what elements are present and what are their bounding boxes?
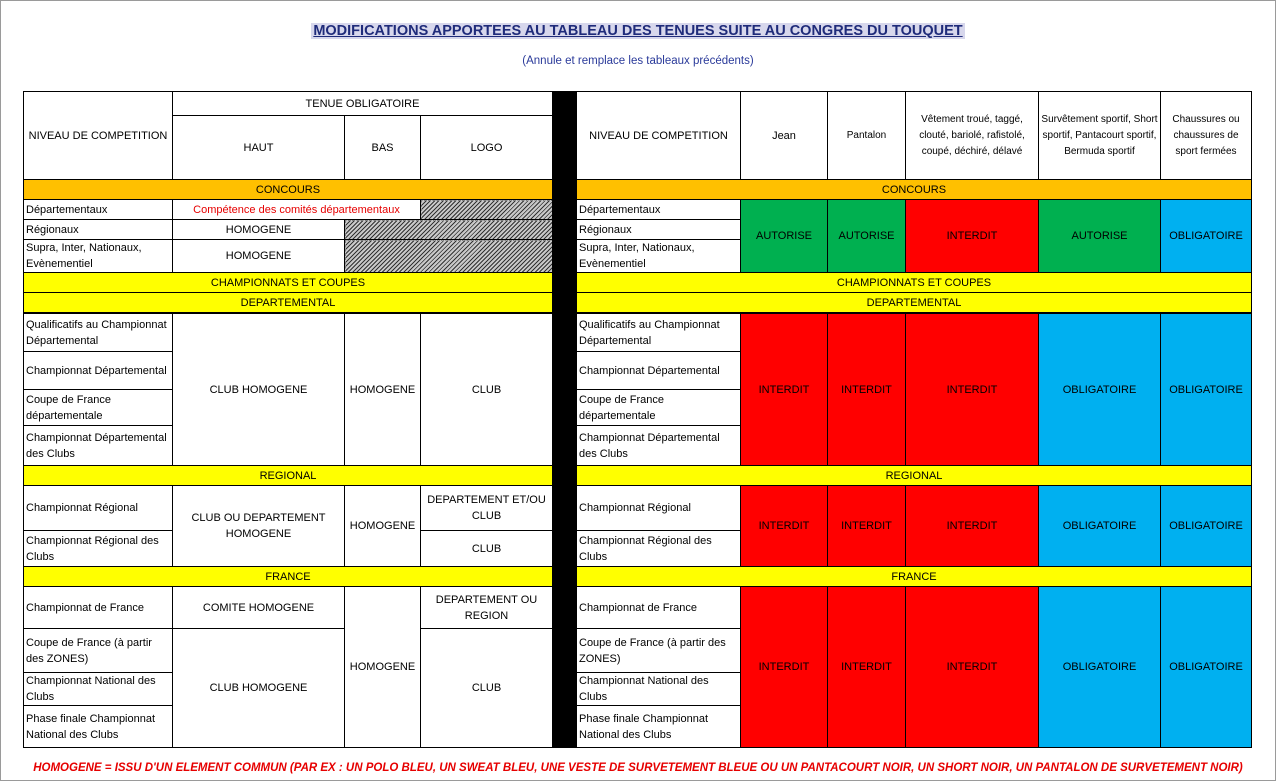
- band-france-right: FRANCE: [577, 567, 1252, 587]
- fr-haut-1: COMITE HOMOGENE: [173, 587, 345, 629]
- reg-row-2-right: Championnat Régional des Clubs: [577, 531, 741, 567]
- fr-haut-2: CLUB HOMOGENE: [173, 629, 345, 748]
- reg-chaussures-status: OBLIGATOIRE: [1161, 486, 1252, 567]
- concours-pantalon-status: AUTORISE: [828, 200, 906, 273]
- fr-row-3-right: Championnat National des Clubs: [577, 673, 741, 706]
- header-tenue-obligatoire: TENUE OBLIGATOIRE: [173, 92, 553, 116]
- reg-haut: CLUB OU DEPARTEMENT HOMOGENE: [173, 486, 345, 567]
- header-chaussures: Chaussures ou chaussures de sport fermées: [1161, 92, 1252, 180]
- band-regional-right: REGIONAL: [577, 466, 1252, 486]
- header-logo: LOGO: [421, 116, 553, 180]
- header-pantalon: Pantalon: [828, 92, 906, 180]
- dep-row-2: Championnat Départemental: [24, 352, 173, 390]
- separator-bar: [553, 486, 577, 567]
- fr-vetement-status: INTERDIT: [906, 587, 1039, 748]
- separator-bar: [553, 314, 577, 466]
- row-departementaux-right: Départementaux: [577, 200, 741, 220]
- row-regionaux: Régionaux: [24, 220, 173, 240]
- row-supra: Supra, Inter, Nationaux, Evènementiel: [24, 240, 173, 273]
- header-jean: Jean: [741, 92, 828, 180]
- reg-survetement-status: OBLIGATOIRE: [1039, 486, 1161, 567]
- fr-row-4: Phase finale Championnat National des Clubs: [24, 706, 173, 748]
- dep-row-2-right: Championnat Départemental: [577, 352, 741, 390]
- band-regional-left: REGIONAL: [24, 466, 553, 486]
- dep-pantalon-status: INTERDIT: [828, 314, 906, 466]
- dep-survetement-status: OBLIGATOIRE: [1039, 314, 1161, 466]
- supra-haut: HOMOGENE: [173, 240, 345, 273]
- fr-row-1-right: Championnat de France: [577, 587, 741, 629]
- page-title: [0, 22, 1276, 40]
- row-regionaux-right: Régionaux: [577, 220, 741, 240]
- dep-row-3-right: Coupe de France départementale: [577, 390, 741, 426]
- hatched-cell: [345, 240, 553, 273]
- header-niveau-left: NIVEAU DE COMPETITION: [24, 92, 173, 180]
- dep-logo: CLUB: [421, 314, 553, 466]
- band-championnats-left: CHAMPIONNATS ET COUPES: [24, 273, 553, 293]
- fr-survetement-status: OBLIGATOIRE: [1039, 587, 1161, 748]
- footer-note: HOMOGENE = ISSU D'UN ELEMENT COMMUN (PAR EX : UN POLO BLEU, UN SWEAT BLEU, UNE VESTE DE SURVETEMENT BLEUE OU UN PANTACOURT NOIR, UN SHORT NOIR, UN PANTALON DE SURVETEMENT NOIR): [33, 762, 1243, 774]
- fr-logo-2: CLUB: [421, 629, 553, 748]
- regionaux-haut: HOMOGENE: [173, 220, 345, 240]
- concours-jean-status: AUTORISE: [741, 200, 828, 273]
- dress-code-table-lower: [23, 313, 1252, 748]
- reg-vetement-status: INTERDIT: [906, 486, 1039, 567]
- reg-row-2: Championnat Régional des Clubs: [24, 531, 173, 567]
- fr-row-2: Coupe de France (à partir des ZONES): [24, 629, 173, 673]
- dep-row-1: Qualificatifs au Championnat Départemental: [24, 314, 173, 352]
- competence-comites: Compétence des comités départementaux: [173, 200, 421, 220]
- dep-bas: HOMOGENE: [345, 314, 421, 466]
- concours-chaussures-status: OBLIGATOIRE: [1161, 200, 1252, 273]
- fr-row-3: Championnat National des Clubs: [24, 673, 173, 706]
- dep-vetement-status: INTERDIT: [906, 314, 1039, 466]
- header-survetement: Survêtement sportif, Short sportif, Pantacourt sportif, Bermuda sportif: [1039, 92, 1161, 180]
- fr-chaussures-status: OBLIGATOIRE: [1161, 587, 1252, 748]
- dep-row-4: Championnat Départemental des Clubs: [24, 426, 173, 466]
- reg-bas: HOMOGENE: [345, 486, 421, 567]
- dep-chaussures-status: OBLIGATOIRE: [1161, 314, 1252, 466]
- band-championnats-right: CHAMPIONNATS ET COUPES: [577, 273, 1252, 293]
- band-france-left: FRANCE: [24, 567, 553, 587]
- fr-bas: HOMOGENE: [345, 587, 421, 748]
- separator-bar: [553, 92, 577, 313]
- dress-code-table: [23, 91, 1252, 313]
- fr-row-4-right: Phase finale Championnat National des Clubs: [577, 706, 741, 748]
- dep-jean-status: INTERDIT: [741, 314, 828, 466]
- reg-logo-2: CLUB: [421, 531, 553, 567]
- header-haut: HAUT: [173, 116, 345, 180]
- dep-row-1-right: Qualificatifs au Championnat Départemental: [577, 314, 741, 352]
- hatched-cell: [345, 220, 553, 240]
- separator-bar: [553, 466, 577, 486]
- separator-bar: [553, 587, 577, 748]
- hatched-cell: [421, 200, 553, 220]
- band-concours-left: CONCOURS: [24, 180, 553, 200]
- row-supra-right: Supra, Inter, Nationaux, Evènementiel: [577, 240, 741, 273]
- fr-row-2-right: Coupe de France (à partir des ZONES): [577, 629, 741, 673]
- concours-survetement-status: AUTORISE: [1039, 200, 1161, 273]
- fr-pantalon-status: INTERDIT: [828, 587, 906, 748]
- dep-haut: CLUB HOMOGENE: [173, 314, 345, 466]
- band-departemental-left: DEPARTEMENTAL: [24, 293, 553, 313]
- dep-row-4-right: Championnat Départemental des Clubs: [577, 426, 741, 466]
- header-niveau-right: NIVEAU DE COMPETITION: [577, 92, 741, 180]
- fr-row-1: Championnat de France: [24, 587, 173, 629]
- fr-logo-1: DEPARTEMENT OU REGION: [421, 587, 553, 629]
- header-bas: BAS: [345, 116, 421, 180]
- separator-bar: [553, 567, 577, 587]
- reg-pantalon-status: INTERDIT: [828, 486, 906, 567]
- page-title-text: MODIFICATIONS APPORTEES AU TABLEAU DES TENUES SUITE AU CONGRES DU TOUQUET: [313, 23, 963, 39]
- band-departemental-right: DEPARTEMENTAL: [577, 293, 1252, 313]
- row-departementaux: Départementaux: [24, 200, 173, 220]
- reg-row-1: Championnat Régional: [24, 486, 173, 531]
- band-concours-right: CONCOURS: [577, 180, 1252, 200]
- reg-logo-1: DEPARTEMENT ET/OU CLUB: [421, 486, 553, 531]
- concours-vetement-status: INTERDIT: [906, 200, 1039, 273]
- fr-jean-status: INTERDIT: [741, 587, 828, 748]
- header-vetement: Vêtement troué, taggé, clouté, bariolé, rafistolé, coupé, déchiré, délavé: [906, 92, 1039, 180]
- reg-row-1-right: Championnat Régional: [577, 486, 741, 531]
- page-subtitle: (Annule et remplace les tableaux précédents): [522, 55, 754, 67]
- reg-jean-status: INTERDIT: [741, 486, 828, 567]
- dep-row-3: Coupe de France départementale: [24, 390, 173, 426]
